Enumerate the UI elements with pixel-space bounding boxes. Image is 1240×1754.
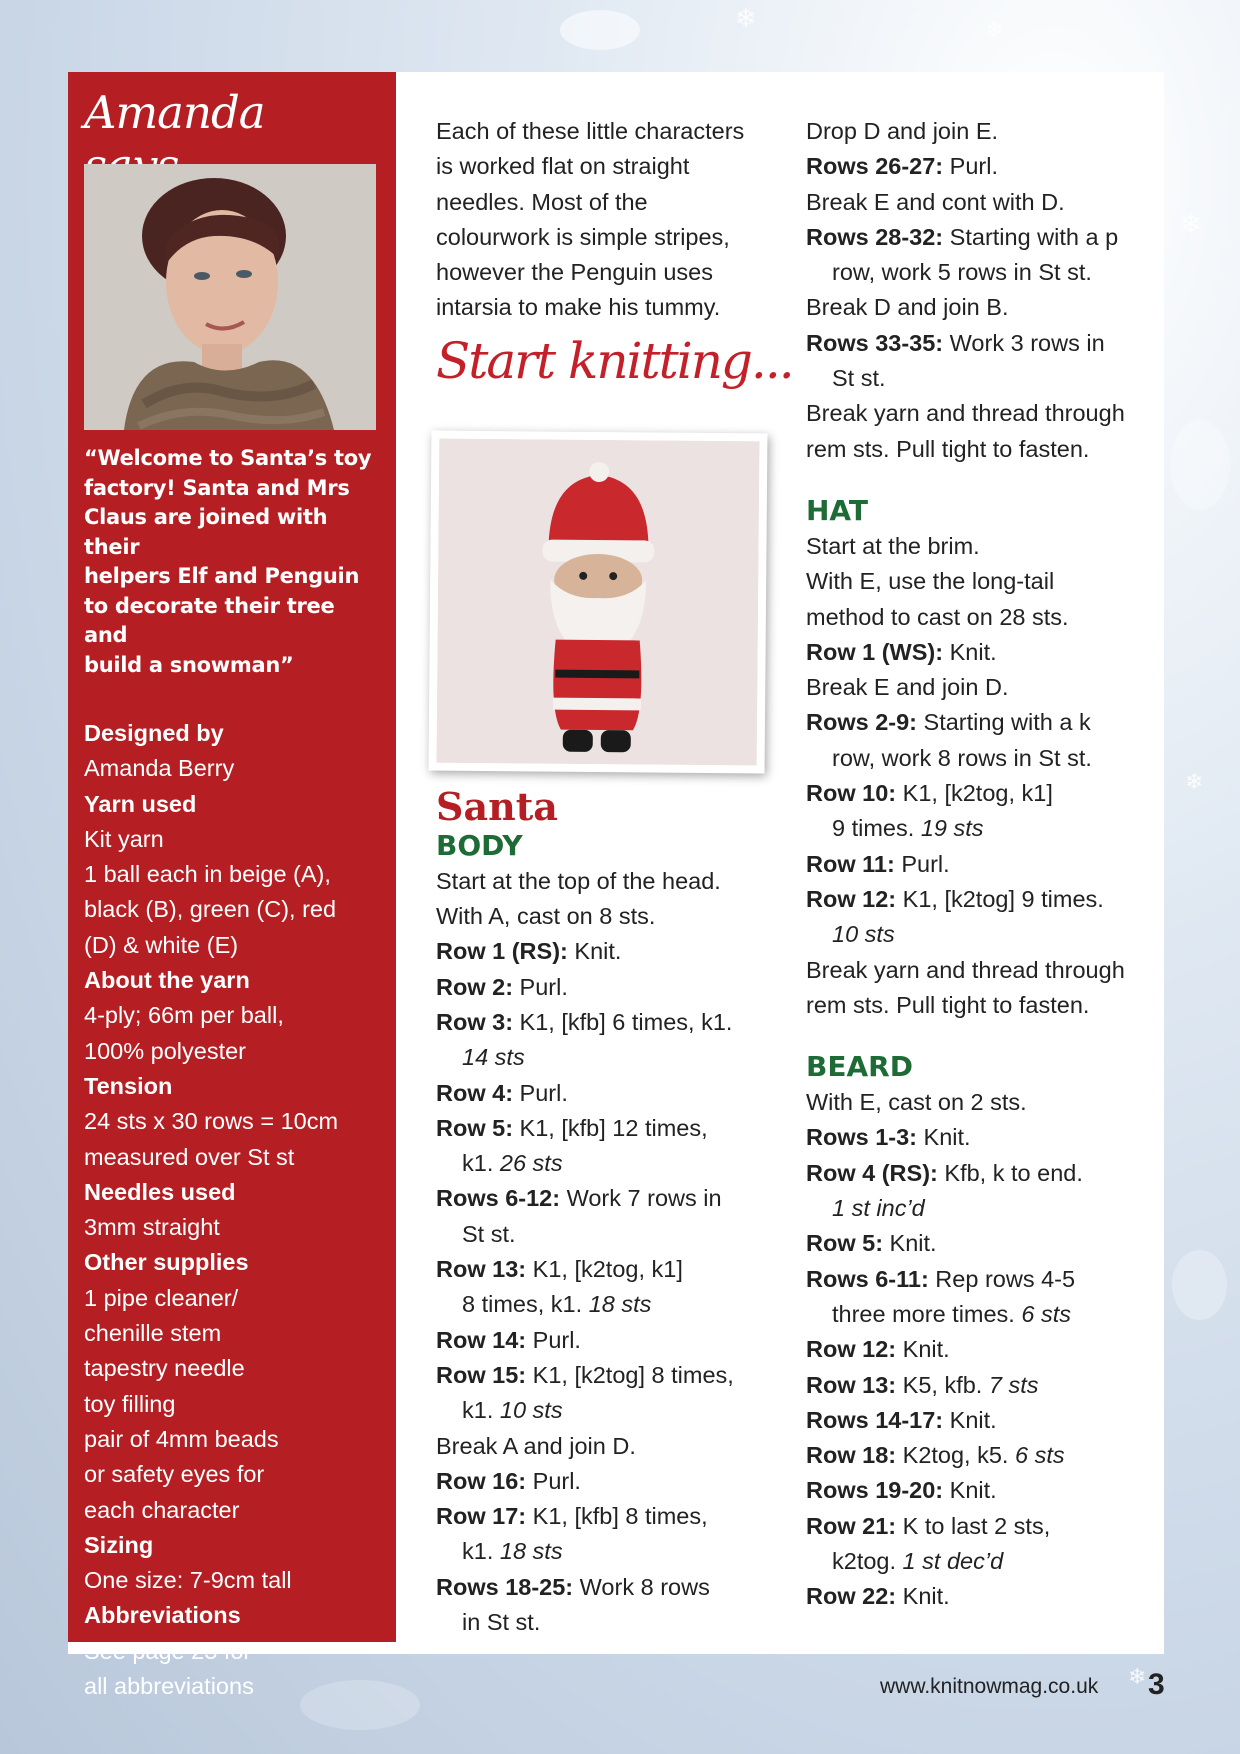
stitch-count: 10 sts	[499, 1397, 563, 1424]
instruction-line	[806, 988, 1166, 1023]
row-label: Row 13:	[436, 1256, 527, 1283]
santa-photo	[437, 438, 760, 765]
character-title: Santa	[436, 783, 558, 829]
row-text: With E, use the long-tail	[806, 568, 1055, 595]
spec-label: Designed by	[84, 720, 224, 746]
designer-portrait-image	[84, 164, 376, 430]
row-text: K1, [k2tog] 8 times,	[526, 1361, 734, 1388]
snow-bokeh	[1172, 1250, 1227, 1320]
instruction-line	[436, 864, 776, 899]
instruction-line	[806, 220, 1166, 255]
row-text: row, work 8 rows in St st.	[832, 744, 1092, 771]
row-label: Row 22:	[806, 1583, 897, 1610]
instruction-line	[806, 185, 1166, 220]
row-label: Rows 28-32:	[806, 223, 944, 250]
row-text: Drop D and join E.	[806, 118, 999, 144]
row-text: Break A and join D.	[436, 1432, 636, 1459]
instruction-line	[806, 1332, 1166, 1367]
instruction-line	[436, 970, 776, 1005]
stitch-count: 14 sts	[462, 1044, 525, 1071]
row-text: Starting with a p	[943, 223, 1119, 250]
row-text: K1, [kfb] 12 times,	[513, 1114, 708, 1141]
row-text: Knit.	[943, 1477, 997, 1504]
row-text: Knit.	[883, 1230, 937, 1257]
row-label: Rows 33-35:	[806, 329, 944, 356]
row-text: Break yarn and thread through	[806, 400, 1125, 427]
row-text: K2tog, k5.	[896, 1442, 1015, 1469]
row-text: K to last 2 sts,	[896, 1512, 1051, 1539]
instruction-line	[806, 600, 1166, 635]
instruction-line	[806, 1438, 1166, 1473]
stitch-count: 6 sts	[1015, 1442, 1065, 1469]
spec-value: tapestry needle	[84, 1355, 245, 1382]
row-text: k1.	[462, 1397, 500, 1424]
spec-value: each character	[84, 1496, 240, 1523]
snowflake-icon: ❄	[985, 18, 1004, 43]
row-text: With A, cast on 8 sts.	[436, 903, 656, 930]
designer-portrait	[84, 164, 376, 430]
row-label: Rows 14-17:	[806, 1406, 944, 1433]
instruction-line	[436, 1605, 776, 1640]
website-url: www.knitnowmag.co.uk	[880, 1675, 1099, 1698]
spec-value: chenille stem	[84, 1320, 222, 1347]
instruction-line	[806, 917, 1166, 952]
instruction-line	[806, 1368, 1166, 1403]
instruction-line	[806, 882, 1166, 917]
quote-line: build a snowman”	[84, 652, 294, 677]
row-text: Work 3 rows in	[943, 329, 1105, 356]
instruction-line	[806, 705, 1166, 740]
instruction-line	[436, 899, 776, 934]
row-text: Purl.	[526, 1326, 581, 1353]
snowflake-icon: ❄	[1128, 1665, 1147, 1690]
row-label: Rows 6-12:	[436, 1185, 561, 1212]
quote-line: helpers Elf and Penguin	[84, 564, 360, 588]
row-label: Row 11:	[806, 850, 895, 877]
row-text: k1.	[462, 1150, 500, 1177]
row-text: Break D and join B.	[806, 294, 1009, 321]
instruction-line	[436, 934, 776, 969]
row-text: Knit.	[567, 938, 622, 965]
row-label: Row 21:	[806, 1512, 897, 1539]
row-text: Start at the brim.	[806, 532, 980, 559]
row-text: Break E and join D.	[806, 674, 1009, 701]
row-text: K5, kfb.	[896, 1371, 989, 1398]
intro-line: is worked flat on straight	[436, 153, 690, 180]
instruction-line	[806, 290, 1166, 325]
row-label: Rows 19-20:	[806, 1477, 944, 1504]
row-text: Break E and cont with D.	[806, 188, 1065, 215]
beard-instructions	[806, 1085, 1166, 1614]
hat-instructions	[806, 529, 1166, 1023]
intro-line: however the Penguin uses	[436, 259, 713, 286]
row-text: K1, [k2tog, k1]	[526, 1256, 683, 1283]
row-text: K1, [k2tog, k1]	[896, 780, 1053, 807]
row-text: k2tog.	[832, 1547, 903, 1574]
instruction-line	[806, 1579, 1166, 1614]
stitch-count: 10 sts	[832, 921, 895, 948]
instruction-line	[436, 1393, 776, 1428]
row-text: Knit.	[943, 1406, 997, 1433]
santa-photo-card	[429, 430, 768, 773]
stitch-count: 7 sts	[988, 1371, 1039, 1398]
instruction-line	[806, 741, 1166, 776]
quote-line: “Welcome to Santa’s toy	[84, 446, 372, 470]
spec-label: About the yarn	[84, 967, 250, 994]
instruction-line	[806, 1262, 1166, 1297]
row-label: Row 12:	[806, 885, 897, 912]
spec-value: 3mm straight	[84, 1214, 220, 1241]
row-text: Knit.	[917, 1124, 971, 1151]
stitch-count: 19 sts	[920, 815, 984, 842]
instruction-line	[806, 1509, 1166, 1544]
instruction-line	[806, 1473, 1166, 1508]
spec-value: 1 ball each in beige (A),	[84, 861, 331, 888]
row-label: Rows 2-9:	[806, 709, 917, 736]
row-text: Work 8 rows	[573, 1573, 710, 1600]
spec-value: 1 pipe cleaner/	[84, 1284, 239, 1311]
sidebar-title: Amanda	[84, 86, 265, 139]
quote-line: factory! Santa and Mrs	[84, 475, 350, 500]
spec-value: or safety eyes for	[84, 1461, 265, 1488]
row-text: k1.	[462, 1538, 500, 1565]
intro-paragraph	[436, 114, 776, 326]
instruction-line	[436, 1464, 776, 1499]
row-text: Knit.	[943, 638, 997, 665]
row-label: Row 10:	[806, 780, 897, 807]
spec-value: toy filling	[84, 1390, 176, 1417]
beard-heading: BEARD	[806, 1050, 913, 1084]
row-text: K1, [kfb] 8 times,	[526, 1503, 708, 1530]
spec-label: Tension	[84, 1072, 173, 1099]
row-label: Row 4 (RS):	[806, 1159, 938, 1186]
instruction-line	[806, 432, 1166, 467]
instruction-line	[806, 529, 1166, 564]
instruction-line	[436, 1429, 776, 1464]
spec-label: Needles used	[84, 1178, 236, 1205]
instruction-line	[806, 847, 1166, 882]
instruction-line	[806, 1544, 1166, 1579]
instruction-line	[436, 1499, 776, 1534]
hat-heading: HAT	[806, 493, 869, 527]
pattern-specs	[84, 716, 380, 1704]
intro-line: Each of these little characters	[436, 118, 745, 144]
quote-line: Claus are joined with their	[84, 505, 328, 559]
row-text: row, work 5 rows in St st.	[832, 259, 1092, 286]
instruction-line	[436, 1181, 776, 1216]
stitch-count: 1 st dec’d	[902, 1547, 1004, 1574]
intro-line: needles. Most of the	[436, 188, 648, 215]
row-text: Kfb, k to end.	[937, 1159, 1083, 1186]
instruction-line	[806, 811, 1166, 846]
instruction-line	[806, 1085, 1166, 1120]
row-text: Rep rows 4-5	[928, 1265, 1076, 1292]
row-text: rem sts. Pull tight to fasten.	[806, 991, 1090, 1018]
snowflake-icon: ❄	[1180, 210, 1202, 240]
row-text: 8 times, k1.	[462, 1291, 589, 1318]
instruction-line	[806, 361, 1166, 396]
row-label: Rows 6-11:	[806, 1265, 929, 1292]
spec-value: See page 23 for	[84, 1637, 252, 1664]
row-text: Start at the top of the head.	[436, 867, 721, 894]
instruction-line	[436, 1287, 776, 1322]
spec-value: black (B), green (C), red	[84, 896, 337, 923]
row-text: K1, [kfb] 6 times, k1.	[513, 1008, 733, 1035]
spec-label: Sizing	[84, 1531, 154, 1558]
row-label: Row 14:	[436, 1326, 527, 1353]
row-text: Purl.	[513, 973, 568, 1000]
snow-bokeh	[1170, 420, 1230, 510]
snowflake-icon: ❄	[735, 4, 757, 34]
row-text: Break yarn and thread through	[806, 956, 1125, 983]
instruction-line	[806, 564, 1166, 599]
instruction-line	[806, 953, 1166, 988]
instruction-line	[806, 255, 1166, 290]
instruction-line	[806, 1403, 1166, 1438]
spec-value: (D) & white (E)	[84, 931, 239, 958]
row-text: St st.	[462, 1220, 516, 1247]
row-text: St st.	[832, 365, 886, 392]
designer-sidebar	[68, 72, 396, 1700]
stitch-count: 18 sts	[588, 1291, 652, 1318]
row-text: in St st.	[462, 1609, 541, 1636]
santa-toy-image	[437, 438, 760, 765]
row-text: With E, cast on 2 sts.	[806, 1089, 1027, 1116]
instruction-line	[436, 1217, 776, 1252]
instruction-line	[806, 396, 1166, 431]
body-instructions-continued	[806, 114, 1166, 467]
spec-value: Kit yarn	[84, 825, 164, 852]
row-label: Row 2:	[436, 973, 514, 1000]
instruction-line	[806, 114, 1166, 149]
spec-value: 100% polyester	[84, 1037, 246, 1064]
instruction-line	[436, 1323, 776, 1358]
row-label: Row 3:	[436, 1008, 514, 1035]
body-heading: BODY	[436, 828, 523, 862]
row-label: Rows 1-3:	[806, 1124, 917, 1151]
row-label: Row 4:	[436, 1079, 514, 1106]
middle-column	[436, 114, 793, 1640]
row-label: Rows 26-27:	[806, 153, 944, 180]
instruction-line	[806, 1120, 1166, 1155]
row-text: 9 times.	[832, 815, 921, 842]
page-number: 3	[1148, 1668, 1165, 1701]
instruction-line	[806, 149, 1166, 184]
snow-bokeh	[560, 10, 640, 50]
spec-value: pair of 4mm beads	[84, 1425, 279, 1452]
spec-value: 4-ply; 66m per ball,	[84, 1002, 284, 1029]
stitch-count: 26 sts	[499, 1150, 563, 1177]
row-label: Row 17:	[436, 1503, 527, 1530]
instruction-line	[806, 1191, 1166, 1226]
right-column	[806, 114, 1166, 1615]
row-text: three more times.	[832, 1300, 1022, 1327]
row-label: Row 18:	[806, 1442, 897, 1469]
instruction-line	[436, 1040, 776, 1075]
row-label: Row 16:	[436, 1467, 527, 1494]
row-text: Purl.	[513, 1079, 568, 1106]
instruction-line	[806, 326, 1166, 361]
instruction-line	[806, 1226, 1166, 1261]
instruction-line	[436, 1252, 776, 1287]
instruction-line	[806, 776, 1166, 811]
instruction-line	[806, 1156, 1166, 1191]
intro-line: colourwork is simple stripes,	[436, 223, 730, 250]
instruction-line	[436, 1570, 776, 1605]
row-label: Rows 18-25:	[436, 1573, 574, 1600]
row-text: Starting with a k	[917, 709, 1091, 736]
instruction-line	[436, 1005, 776, 1040]
row-text: K1, [k2tog] 9 times.	[896, 885, 1104, 912]
row-label: Row 5:	[436, 1114, 514, 1141]
spec-label: Abbreviations	[84, 1602, 241, 1629]
body-instructions	[436, 864, 776, 1641]
row-label: Row 1 (WS):	[806, 638, 944, 665]
row-label: Row 13:	[806, 1371, 897, 1398]
stitch-count: 1 st inc’d	[832, 1195, 925, 1222]
instruction-line	[806, 670, 1166, 705]
row-text: Knit.	[896, 1336, 950, 1363]
stitch-count: 18 sts	[499, 1538, 563, 1565]
spec-value: Amanda Berry	[84, 755, 235, 782]
intro-line: intarsia to make his tummy.	[436, 294, 721, 321]
stitch-count: 6 sts	[1021, 1300, 1072, 1327]
spec-label: Yarn used	[84, 790, 197, 817]
row-label: Row 12:	[806, 1336, 897, 1363]
row-label: Row 15:	[436, 1361, 527, 1388]
instruction-line	[436, 1534, 776, 1569]
row-text: Purl.	[526, 1467, 581, 1494]
quote-line: to decorate their tree and	[84, 593, 335, 647]
row-text: Knit.	[896, 1583, 950, 1610]
spec-value: measured over St st	[84, 1143, 295, 1170]
instruction-line	[806, 635, 1166, 670]
row-text: Work 7 rows in	[560, 1185, 722, 1212]
row-text: method to cast on 28 sts.	[806, 603, 1069, 630]
designer-quote	[84, 444, 380, 680]
row-text: Purl.	[894, 850, 950, 877]
instruction-line	[436, 1076, 776, 1111]
snowflake-icon: ❄	[1185, 770, 1204, 795]
start-knitting-heading: Start knitting...	[436, 331, 793, 390]
spec-value: One size: 7-9cm tall	[84, 1567, 292, 1594]
spec-value: 24 sts x 30 rows = 10cm	[84, 1108, 339, 1135]
row-label: Row 5:	[806, 1230, 884, 1257]
spec-value: all abbreviations	[84, 1673, 254, 1700]
row-text: rem sts. Pull tight to fasten.	[806, 435, 1090, 462]
row-label: Row 1 (RS):	[436, 938, 568, 965]
instruction-line	[436, 1358, 776, 1393]
instruction-line	[806, 1297, 1166, 1332]
row-text: Purl.	[943, 153, 998, 180]
spec-label: Other supplies	[84, 1249, 249, 1276]
instruction-line	[436, 1146, 776, 1181]
instruction-line	[436, 1111, 776, 1146]
